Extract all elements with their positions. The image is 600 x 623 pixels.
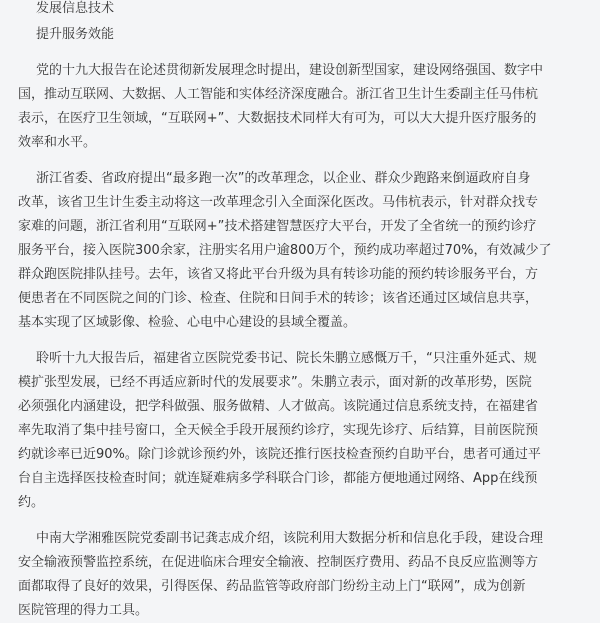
paragraph-line: 安全输液预警监控系统，在促进临床合理安全输液、控制医疗费用、药品不良反应监测等方	[18, 555, 539, 570]
paragraph	[18, 347, 586, 515]
paragraph-line: 中南大学湘雅医院党委副书记龚志成介绍，该院利用大数据分析和信息化手段，建设合理	[36, 531, 544, 546]
paragraph-line: 群众跑医院排队挂号。去年，该省又将此平台升级为具有转诊功能的预约转诊服务平台，方	[18, 267, 539, 282]
paragraph-line: 国，推动互联网、大数据、人工智能和实体经济深度融合。浙江省卫生计生委副主任马伟杭	[18, 87, 539, 102]
paragraph-line: 率先取消了集中挂号窗口，全天候全手段开展预约诊疗，实现先诊疗、后结算，目前医院预	[18, 423, 539, 438]
paragraph-line: 面都取得了良好的效果，引得医保、药品监管等政府部门纷纷主动上门“联网”，成为创新	[18, 579, 526, 594]
paragraph-line: 台自主选择医技检查时间；就连疑难病多学科联合门诊，都能方便地通过网络、App在线预	[18, 471, 538, 486]
paragraph	[18, 167, 586, 335]
section-heading: 发展信息技术	[36, 1, 115, 16]
paragraph-line: 必须强化内涵建设，把学科做强、服务做精、人才做高。该院通过信息系统支持，在福建省	[18, 399, 539, 414]
section-heading: 提升服务效能	[36, 27, 115, 42]
spacer	[18, 335, 586, 347]
spacer	[18, 155, 586, 167]
paragraph-line: 表示，在医疗卫生领域，“互联网+”、大数据技术同样大有可为，可以大大提升医疗服务的	[18, 111, 537, 126]
paragraph-line: 改革，该省卫生计生委主动将这一改革理念引入全面深化医改。马伟杭表示，针对群众找专	[18, 195, 539, 210]
paragraph-line: 浙江省委、省政府提出“最多跑一次”的改革理念，以企业、群众少跑路来倒逼政府自身	[36, 171, 531, 186]
paragraph-line: 模扩张型发展，已经不再适应新时代的发展要求”。朱鹏立表示，面对新的改革形势，医院	[18, 375, 532, 390]
spacer	[18, 47, 586, 59]
paragraph-line: 服务平台，接入医院300余家，注册实名用户逾800万个，预约成功率超过70%，有效减少了	[18, 243, 552, 258]
paragraph	[18, 527, 586, 623]
paragraph-line: 党的十九大报告在论述贯彻新发展理念时提出，建设创新型国家，建设网络强国、数字中	[36, 63, 544, 78]
paragraph-line: 约就诊率已近90%。除门诊就诊预约外，该院还推行医技检查预约自助平台，患者可通过平	[18, 447, 541, 462]
paragraph-line: 约。	[18, 495, 45, 510]
paragraph-line: 效率和水平。	[18, 135, 97, 150]
paragraph	[18, 59, 586, 155]
paragraph-line: 基本实现了区域影像、检验、心电中心建设的县域全覆盖。	[18, 315, 357, 330]
paragraph-line: 聆听十九大报告后，福建省立医院党委书记、院长朱鹏立感慨万千，“只注重外延式、规	[36, 351, 537, 366]
spacer	[18, 515, 586, 527]
paragraph-line: 家难的问题，浙江省利用“互联网+”技术搭建智慧医疗大平台，开发了全省统一的预约诊疗	[18, 219, 537, 234]
paragraph-line: 医院管理的得力工具。	[18, 603, 149, 618]
paragraph-line: 便患者在不同医院之间的门诊、检查、住院和日间手术的转诊；该省还通过区域信息共享，	[18, 291, 539, 306]
